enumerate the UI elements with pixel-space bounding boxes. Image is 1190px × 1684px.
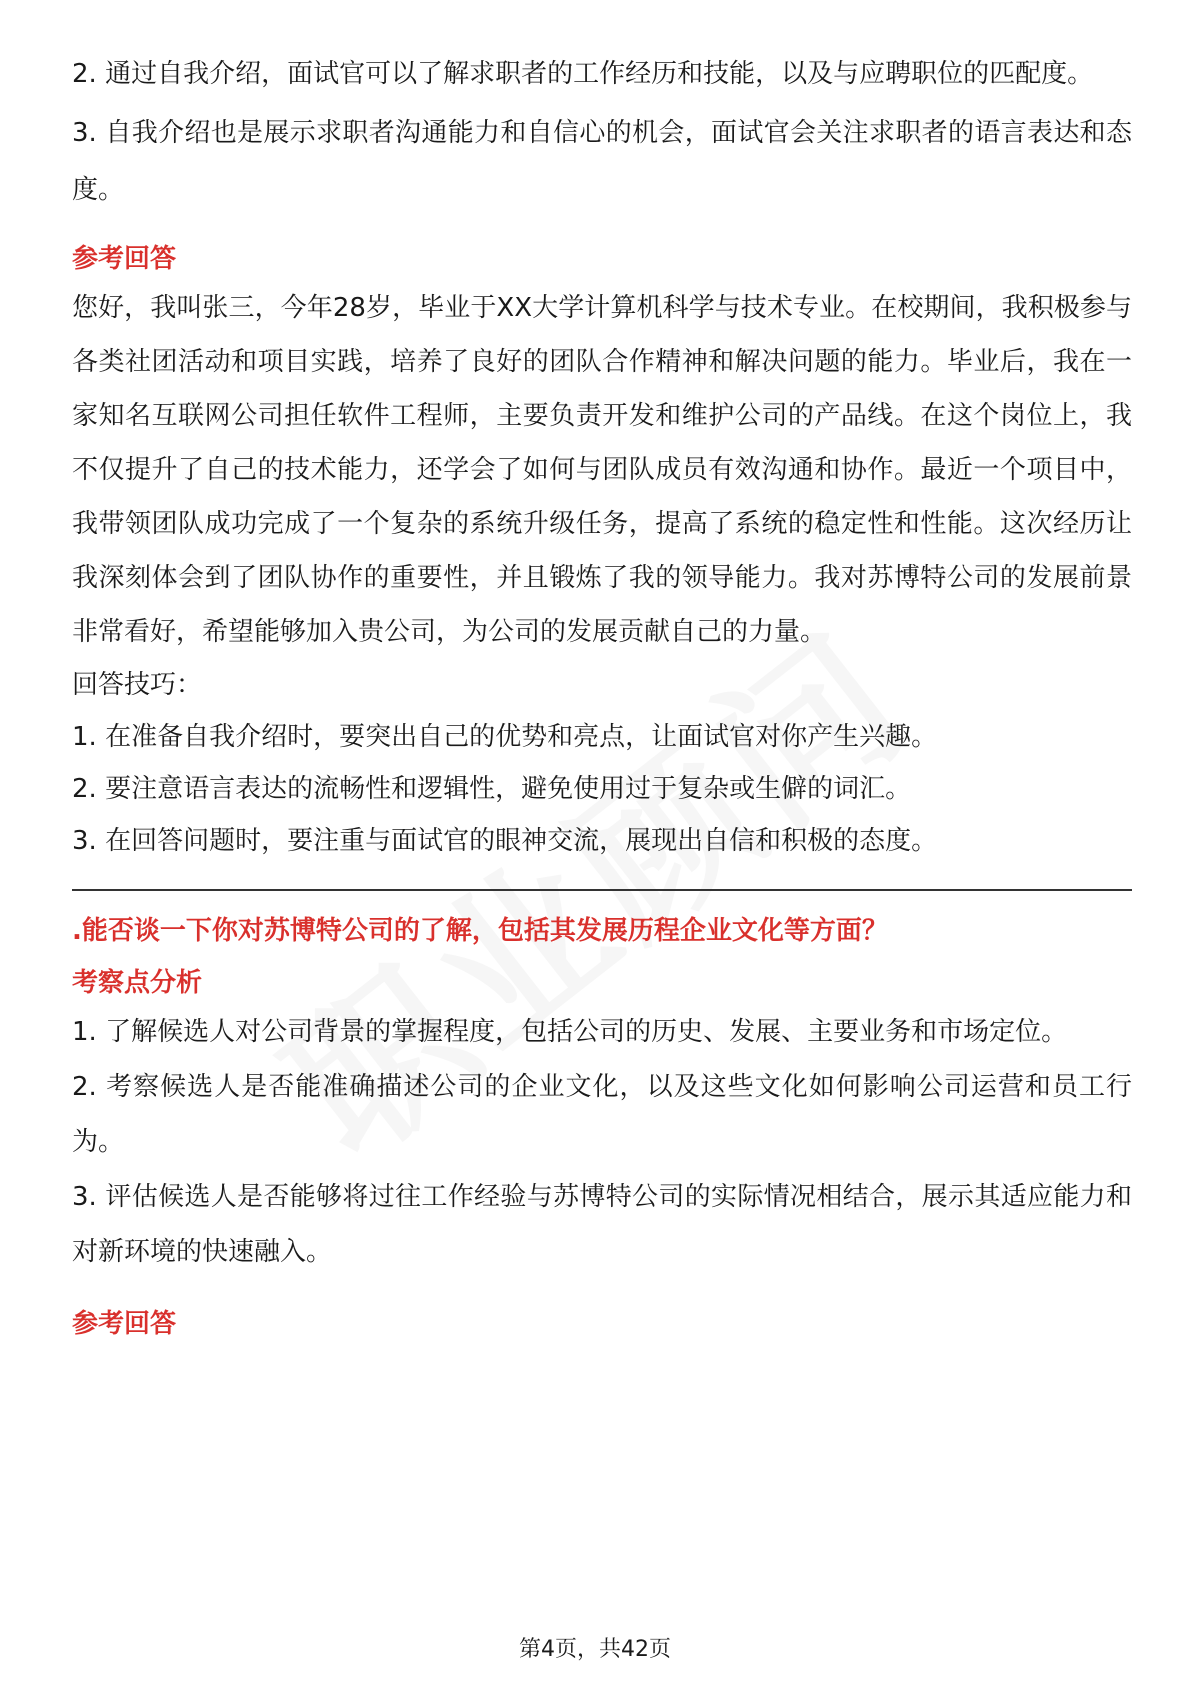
tip-item: 3. 在回答问题时，要注重与面试官的眼神交流，展现出自信和积极的态度。 [72, 826, 938, 856]
question-title: .能否谈一下你对苏博特公司的了解，包括其发展历程企业文化等方面？ [72, 916, 888, 946]
answer-paragraph: 您好，我叫张三，今年28岁，毕业于XX大学计算机科学与技术专业。在校期间，我积极参与各类社团活动和项目实践，培养了良好的团队合作精神和解决问题的能力。毕业后，我在一家知名互联网公司担任软件工程师，主要负责开发和维护公司的产品线。在这个岗位上，我不仅提升了自己的技术能力，还学会了如何与团队成员有效沟通和协作。最近一个项目中，我带领团队成功完成了一个复杂的系统升级任务，提高了系统的稳定性和性能。这次经历让我深刻体会到了团队协作的重要性，并且锻炼了我的领导能力。我对苏博特公司的发展前景非常看好，希望能够加入贵公司，为公司的发展贡献自己的力量。 [72, 293, 1132, 647]
list-item: 1. 了解候选人对公司背景的掌握程度，包括公司的历史、发展、主要业务和市场定位。 [72, 1017, 1068, 1047]
analysis-heading: 考察点分析 [72, 968, 203, 998]
list-item: 2. 考察候选人是否能准确描述公司的企业文化，以及这些文化如何影响公司运营和员工行为。 [72, 1072, 1132, 1157]
document-page [72, 46, 1132, 1344]
answer-heading: 参考回答 [72, 1309, 177, 1339]
list-item: 3. 自我介绍也是展示求职者沟通能力和自信心的机会，面试官会关注求职者的语言表达和态度。 [72, 118, 1132, 205]
list-item: 2. 通过自我介绍，面试官可以了解求职者的工作经历和技能，以及与应聘职位的匹配度。 [72, 59, 1094, 89]
list-item: 3. 评估候选人是否能够将过往工作经验与苏博特公司的实际情况相结合，展示其适应能力和对新环境的快速融入。 [72, 1182, 1132, 1267]
tips-label: 回答技巧： [72, 670, 203, 700]
tip-item: 1. 在准备自我介绍时，要突出自己的优势和亮点，让面试官对你产生兴趣。 [72, 722, 938, 752]
answer-heading: 参考回答 [72, 244, 177, 274]
page-footer: 第4页，共42页 [519, 1637, 671, 1662]
tip-item: 2. 要注意语言表达的流畅性和逻辑性，避免使用过于复杂或生僻的词汇。 [72, 774, 912, 804]
section-divider [72, 889, 1132, 891]
